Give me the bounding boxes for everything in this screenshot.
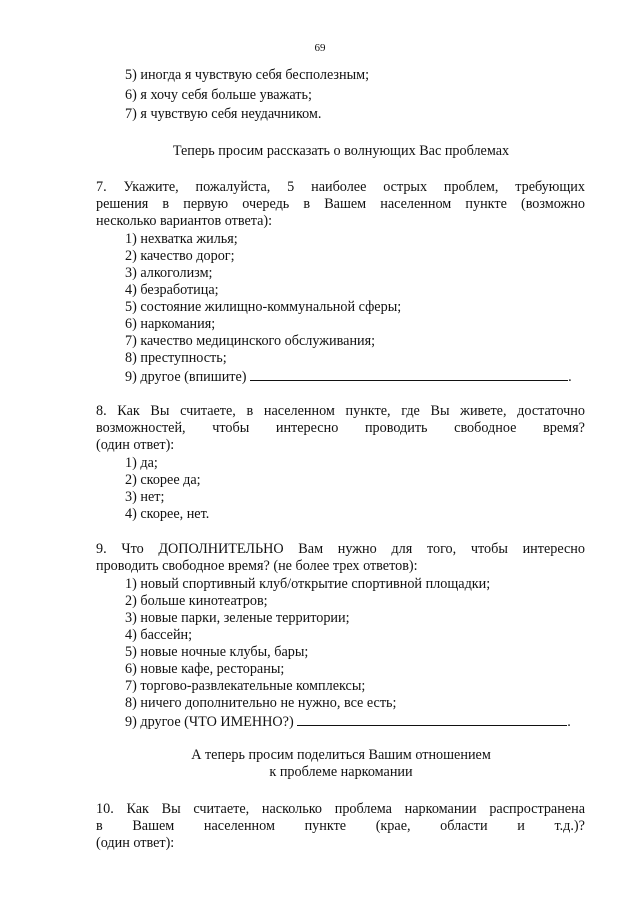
q7-text-line1: 7. Укажите, пожалуйста, 5 наиболее острых проблем, требующих [96,179,585,195]
q9-other-blank[interactable] [297,712,567,726]
q8-option: 4) скорее, нет. [125,506,210,522]
q9-option: 6) новые кафе, рестораны; [125,661,285,677]
q10-word: (крае, [375,818,411,834]
q10-word: т.д.)? [554,818,585,834]
q8-word: проводить [364,420,428,436]
q8-text-line3: (один ответ): [96,437,175,453]
q10-word: и [517,818,525,834]
q8-option: 3) нет; [125,489,165,505]
q10-word: пункте [304,818,347,834]
q9-text-line2: проводить свободное время? (не более трех ответов): [96,558,418,574]
q9-option: 4) бассейн; [125,627,193,643]
prev-item: 6) я хочу себя больше уважать; [125,87,312,103]
q8-word: свободное [454,420,517,436]
q8-option: 2) скорее да; [125,472,201,488]
q8-word: время? [543,420,585,436]
q7-option: 5) состояние жилищно-коммунальной сферы; [125,299,402,315]
q7-other-end: . [568,369,572,385]
q9-option: 2) больше кинотеатров; [125,593,268,609]
q8-word: возможностей, [96,420,186,436]
prev-item: 7) я чувствую себя неудачником. [125,106,322,122]
q9-other-label: 9) другое (ЧТО ИМЕННО?) [125,714,294,730]
q7-option: 4) безработица; [125,282,219,298]
q7-option: 2) качество дорог; [125,248,235,264]
q8-text-line2 [96,420,585,437]
q9-option: 1) новый спортивный клуб/открытие спортивной площадки; [125,576,491,592]
q10-word: Вашем [132,818,175,834]
q7-option: 8) преступность; [125,350,227,366]
page-number: 69 [314,42,326,54]
section-heading-drugs-line2: к проблеме наркомании [269,764,413,780]
q9-option: 5) новые ночные клубы, бары; [125,644,309,660]
q7-other-label: 9) другое (впишите) [125,369,247,385]
q9-text-line1: 9. Что ДОПОЛНИТЕЛЬНО Вам нужно для того, чтобы интересно [96,541,585,557]
q7-text-line3: несколько вариантов ответа): [96,213,273,229]
q9-option: 8) ничего дополнительно не нужно, все есть; [125,695,397,711]
prev-item: 5) иногда я чувствую себя бесполезным; [125,67,370,83]
q10-text-line1: 10. Как Вы считаете, насколько проблема наркомании распространена [96,801,585,817]
q7-option: 6) наркомания; [125,316,216,332]
q9-option-other [125,712,571,731]
q7-other-blank[interactable] [250,367,568,381]
q10-word: в [96,818,103,834]
q10-text-line2 [96,818,585,835]
q7-option: 1) нехватка жилья; [125,231,238,247]
q10-word: области [440,818,488,834]
q7-option: 7) качество медицинского обслуживания; [125,333,376,349]
q7-text-line2: решения в первую очередь в Вашем населенном пункте (возможно [96,196,585,212]
q10-word: населенном [203,818,275,834]
section-heading-drugs-line1: А теперь просим поделиться Вашим отношением [191,747,491,763]
q9-option: 7) торгово-развлекательные комплексы; [125,678,366,694]
section-heading-problems: Теперь просим рассказать о волнующих Вас проблемах [172,143,510,159]
q7-option: 3) алкоголизм; [125,265,213,281]
q8-text-line1: 8. Как Вы считаете, в населенном пункте, где Вы живете, достаточно [96,403,585,419]
q8-word: интересно [275,420,339,436]
q9-option: 3) новые парки, зеленые территории; [125,610,350,626]
q8-word: чтобы [212,420,250,436]
q7-option-other [125,367,572,386]
q8-option: 1) да; [125,455,158,471]
q10-text-line3: (один ответ): [96,835,175,851]
q9-other-end: . [567,714,571,730]
